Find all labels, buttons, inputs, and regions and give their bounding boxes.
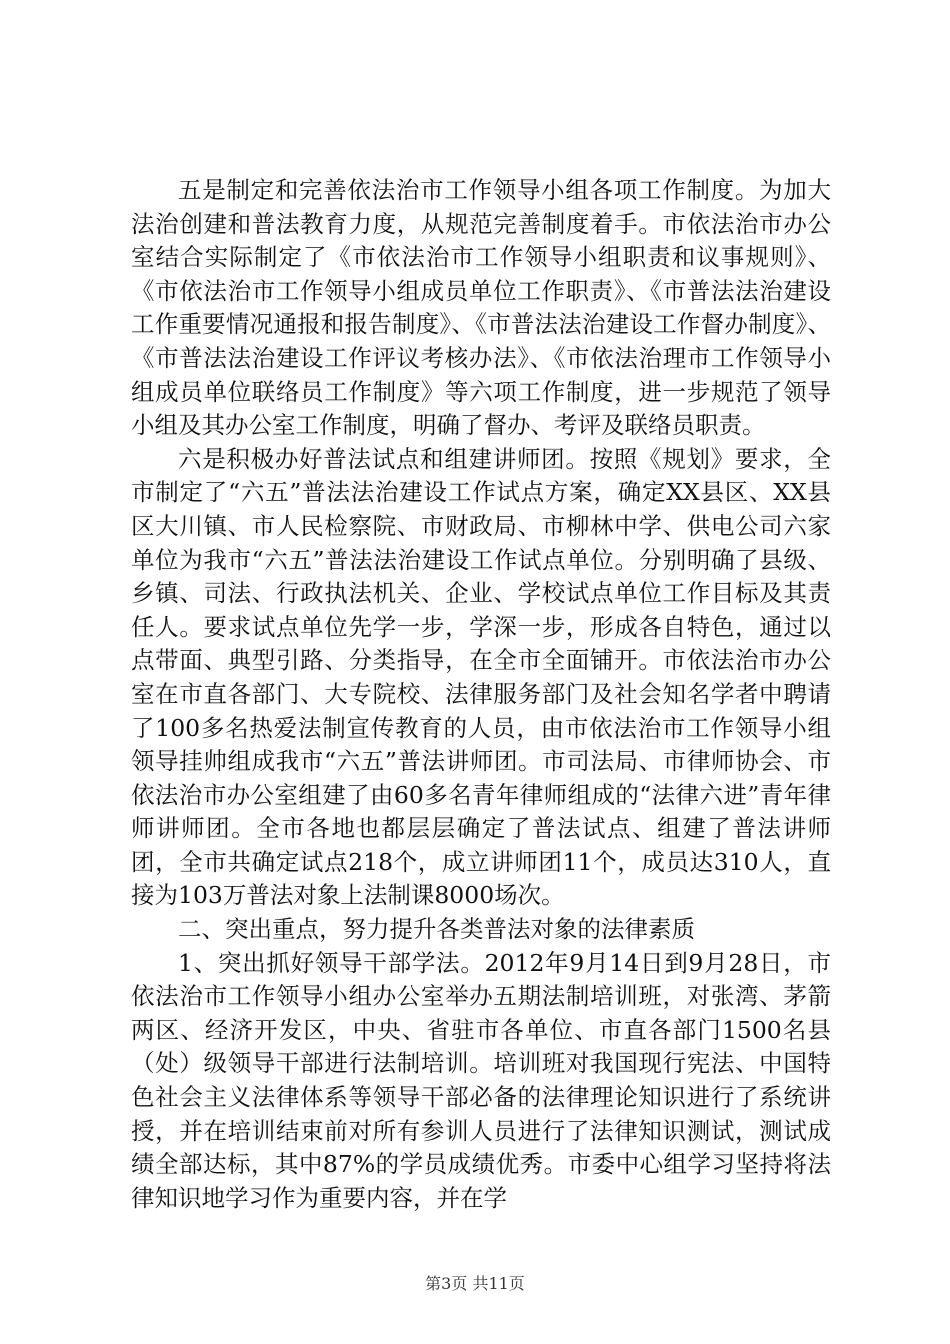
paragraph-pilot-lecturers: 六是积极办好普法试点和组建讲师团。按照《规划》要求，全市制定了“六五”普法法治建设工作试点方案，确定XX县区、XX县区大川镇、市人民检察院、市财政局、市柳林中学、供电公司六家单位为我市“六五”普法法治建设工作试点单位。分别明确了县级、乡镇、司法、行政执法机关、企业、学校试点单位工作目标及其责任人。要求试点单位先学一步，学深一步，形成各自特色，通过以点带面、典型引路、分类指导，在全市全面铺开。市依法治市办公室在市直各部门、大专院校、法律服务部门及社会知名学者中聘请了100多名热爱法制宣传教育的人员，由市依法治市工作领导小组领导挂帅组成我市“六五”普法讲师团。市司法局、市律师协会、市依法治市办公室组建了由60多名青年律师组成的“法律六进”青年律师讲师团。全市各地也都层层确定了普法试点、组建了普法讲师团，全市共确定试点218个，成立讲师团11个，成员达310人，直接为103万普法对象上法制课8000场次。: [131, 444, 831, 910]
paragraph-leader-study: 1、突出抓好领导干部学法。2012年9月14日到9月28日，市依法治市工作领导小组办公室举办五期法制培训班，对张湾、茅箭两区、经济开发区，中央、省驻市各单位、市直各部门1500名县（处）级领导干部进行法制培训。培训班对我国现行宪法、中国特色社会主义法律体系等领导干部必备的法律理论知识进行了系统讲授，并在培训结束前对所有参训人员进行了法律知识测试，测试成绩全部达标，其中87%的学员成绩优秀。市委中心组学习坚持将法律知识地学习作为重要内容，并在学: [131, 948, 831, 1212]
page-number-footer: 第3页 共11页: [425, 1274, 525, 1293]
section-heading: 二、突出重点，努力提升各类普法对象的法律素质: [178, 915, 695, 944]
document-body: [131, 174, 831, 1215]
paragraph-institutions: 五是制定和完善依法治市工作领导小组各项工作制度。为加大法治创建和普法教育力度，从规范完善制度着手。市依法治市办公室结合实际制定了《市依法治市工作领导小组职责和议事规则》、《市依法治市工作领导小组成员单位工作职责》、《市普法法治建设工作重要情况通报和报告制度》、《市普法法治建设工作督办制度》、《市普法法治建设工作评议考核办法》、《市依法治理市工作领导小组成员单位联络员工作制度》等六项工作制度，进一步规范了领导小组及其办公室工作制度，明确了督办、考评及联络员职责。: [131, 176, 831, 440]
